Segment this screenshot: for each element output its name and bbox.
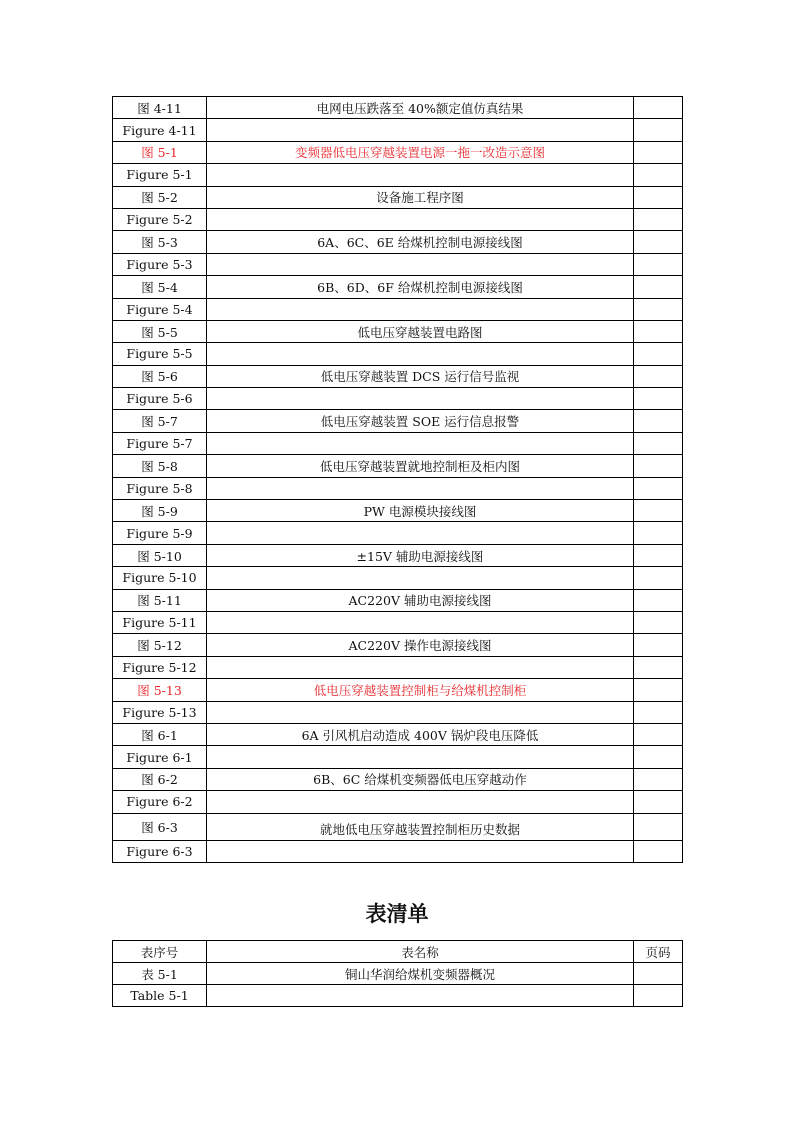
figure-page — [634, 611, 683, 633]
figure-row — [113, 634, 683, 656]
figure-row — [113, 679, 683, 701]
figure-number: Figure 5-11 — [113, 611, 207, 633]
figure-list-table — [112, 96, 683, 863]
table-number: 表 5-1 — [113, 963, 207, 985]
figure-page — [634, 723, 683, 745]
figure-title — [207, 791, 634, 813]
figure-page — [634, 298, 683, 320]
figure-page — [634, 186, 683, 208]
figure-number: 图 5-8 — [113, 455, 207, 477]
figure-page — [634, 141, 683, 163]
figure-row — [113, 97, 683, 119]
figure-title — [207, 567, 634, 589]
figure-number: 图 5-12 — [113, 634, 207, 656]
figure-row — [113, 611, 683, 633]
figure-number: Figure 5-9 — [113, 522, 207, 544]
figure-page — [634, 97, 683, 119]
figure-page — [634, 768, 683, 790]
figure-title: 设备施工程序图 — [207, 186, 634, 208]
figure-title — [207, 343, 634, 365]
figure-title: 低电压穿越装置 SOE 运行信息报警 — [207, 410, 634, 432]
column-header-page: 页码 — [634, 941, 683, 963]
table-number: Table 5-1 — [113, 985, 207, 1007]
figure-page — [634, 410, 683, 432]
figure-number: Figure 5-5 — [113, 343, 207, 365]
figure-row — [113, 813, 683, 840]
figure-number: Figure 6-1 — [113, 746, 207, 768]
figure-title: ±15V 辅助电源接线图 — [207, 544, 634, 566]
figure-number: 图 5-4 — [113, 276, 207, 298]
figure-row — [113, 432, 683, 454]
figure-row — [113, 477, 683, 499]
figure-page — [634, 791, 683, 813]
figure-title: 低电压穿越装置 DCS 运行信号监视 — [207, 365, 634, 387]
figure-number: 图 5-9 — [113, 500, 207, 522]
figure-row — [113, 589, 683, 611]
figure-row — [113, 522, 683, 544]
figure-title — [207, 253, 634, 275]
figure-page — [634, 679, 683, 701]
figure-row — [113, 320, 683, 342]
figure-title: 6A、6C、6E 给煤机控制电源接线图 — [207, 231, 634, 253]
figure-title — [207, 388, 634, 410]
figure-row — [113, 701, 683, 723]
figure-page — [634, 365, 683, 387]
table-row — [113, 963, 683, 985]
figure-page — [634, 840, 683, 862]
figure-row — [113, 365, 683, 387]
figure-row — [113, 455, 683, 477]
figure-page — [634, 253, 683, 275]
figure-number: Figure 5-8 — [113, 477, 207, 499]
figure-number: Figure 5-1 — [113, 164, 207, 186]
figure-page — [634, 432, 683, 454]
figure-number: 图 5-7 — [113, 410, 207, 432]
figure-page — [634, 589, 683, 611]
figure-number: 图 5-6 — [113, 365, 207, 387]
figure-number: Figure 5-2 — [113, 208, 207, 230]
figure-title: PW 电源模块接线图 — [207, 500, 634, 522]
figure-title: 低电压穿越装置就地控制柜及柜内图 — [207, 455, 634, 477]
figure-row — [113, 298, 683, 320]
column-header-title: 表名称 — [207, 941, 634, 963]
figure-page — [634, 455, 683, 477]
figure-row — [113, 208, 683, 230]
figure-title: 变频器低电压穿越装置电源一拖一改造示意图 — [207, 141, 634, 163]
table-list-table — [112, 940, 683, 1007]
figure-row — [113, 119, 683, 141]
figure-number: Figure 5-6 — [113, 388, 207, 410]
figure-number: 图 5-5 — [113, 320, 207, 342]
figure-page — [634, 477, 683, 499]
figure-row — [113, 500, 683, 522]
figure-title — [207, 611, 634, 633]
figure-row — [113, 544, 683, 566]
figure-title — [207, 298, 634, 320]
figure-page — [634, 634, 683, 656]
figure-row — [113, 388, 683, 410]
figure-title — [207, 208, 634, 230]
figure-title — [207, 746, 634, 768]
table-list-header-row — [113, 941, 683, 963]
figure-page — [634, 343, 683, 365]
figure-page — [634, 567, 683, 589]
figure-number: Figure 6-2 — [113, 791, 207, 813]
figure-page — [634, 701, 683, 723]
figure-title — [207, 701, 634, 723]
figure-title: 6B、6D、6F 给煤机控制电源接线图 — [207, 276, 634, 298]
figure-row — [113, 164, 683, 186]
figure-page — [634, 164, 683, 186]
figure-row — [113, 276, 683, 298]
figure-page — [634, 522, 683, 544]
figure-title: 低电压穿越装置电路图 — [207, 320, 634, 342]
figure-number: Figure 5-3 — [113, 253, 207, 275]
figure-page — [634, 746, 683, 768]
figure-number: 图 5-1 — [113, 141, 207, 163]
figure-title: 就地低电压穿越装置控制柜历史数据 — [207, 813, 634, 840]
figure-title — [207, 522, 634, 544]
figure-page — [634, 544, 683, 566]
figure-title: AC220V 操作电源接线图 — [207, 634, 634, 656]
figure-number: 图 5-3 — [113, 231, 207, 253]
figure-title: 电网电压跌落至 40%额定值仿真结果 — [207, 97, 634, 119]
figure-number: Figure 4-11 — [113, 119, 207, 141]
figure-title — [207, 432, 634, 454]
figure-title — [207, 656, 634, 678]
figure-page — [634, 276, 683, 298]
table-page — [634, 985, 683, 1007]
figure-page — [634, 208, 683, 230]
table-list-heading: 表清单 — [365, 902, 429, 926]
table-title: 铜山华润给煤机变频器概况 — [207, 963, 634, 985]
figure-title — [207, 477, 634, 499]
figure-page — [634, 231, 683, 253]
figure-title — [207, 164, 634, 186]
figure-row — [113, 186, 683, 208]
figure-title: 6B、6C 给煤机变频器低电压穿越动作 — [207, 768, 634, 790]
table-row — [113, 985, 683, 1007]
table-title — [207, 985, 634, 1007]
figure-number: Figure 5-4 — [113, 298, 207, 320]
figure-number: 图 5-13 — [113, 679, 207, 701]
figure-number: Figure 5-7 — [113, 432, 207, 454]
figure-number: 图 5-11 — [113, 589, 207, 611]
figure-row — [113, 768, 683, 790]
figure-page — [634, 119, 683, 141]
figure-number: Figure 5-12 — [113, 656, 207, 678]
figure-title: 低电压穿越装置控制柜与给煤机控制柜 — [207, 679, 634, 701]
figure-row — [113, 343, 683, 365]
table-page — [634, 963, 683, 985]
figure-title: 6A 引风机启动造成 400V 锅炉段电压降低 — [207, 723, 634, 745]
figure-number: Figure 6-3 — [113, 840, 207, 862]
figure-page — [634, 500, 683, 522]
figure-row — [113, 231, 683, 253]
figure-number: 图 6-2 — [113, 768, 207, 790]
figure-row — [113, 410, 683, 432]
figure-row — [113, 791, 683, 813]
figure-number: 图 5-2 — [113, 186, 207, 208]
figure-number: 图 6-3 — [113, 813, 207, 840]
figure-page — [634, 320, 683, 342]
figure-number: 图 6-1 — [113, 723, 207, 745]
figure-row — [113, 567, 683, 589]
figure-row — [113, 746, 683, 768]
figure-page — [634, 656, 683, 678]
figure-row — [113, 656, 683, 678]
figure-title — [207, 119, 634, 141]
figure-row — [113, 723, 683, 745]
figure-row — [113, 141, 683, 163]
figure-row — [113, 840, 683, 862]
figure-number: Figure 5-10 — [113, 567, 207, 589]
figure-page — [634, 388, 683, 410]
figure-title — [207, 840, 634, 862]
figure-page — [634, 813, 683, 840]
column-header-number: 表序号 — [113, 941, 207, 963]
figure-number: Figure 5-13 — [113, 701, 207, 723]
figure-row — [113, 253, 683, 275]
figure-number: 图 4-11 — [113, 97, 207, 119]
figure-title: AC220V 辅助电源接线图 — [207, 589, 634, 611]
figure-number: 图 5-10 — [113, 544, 207, 566]
